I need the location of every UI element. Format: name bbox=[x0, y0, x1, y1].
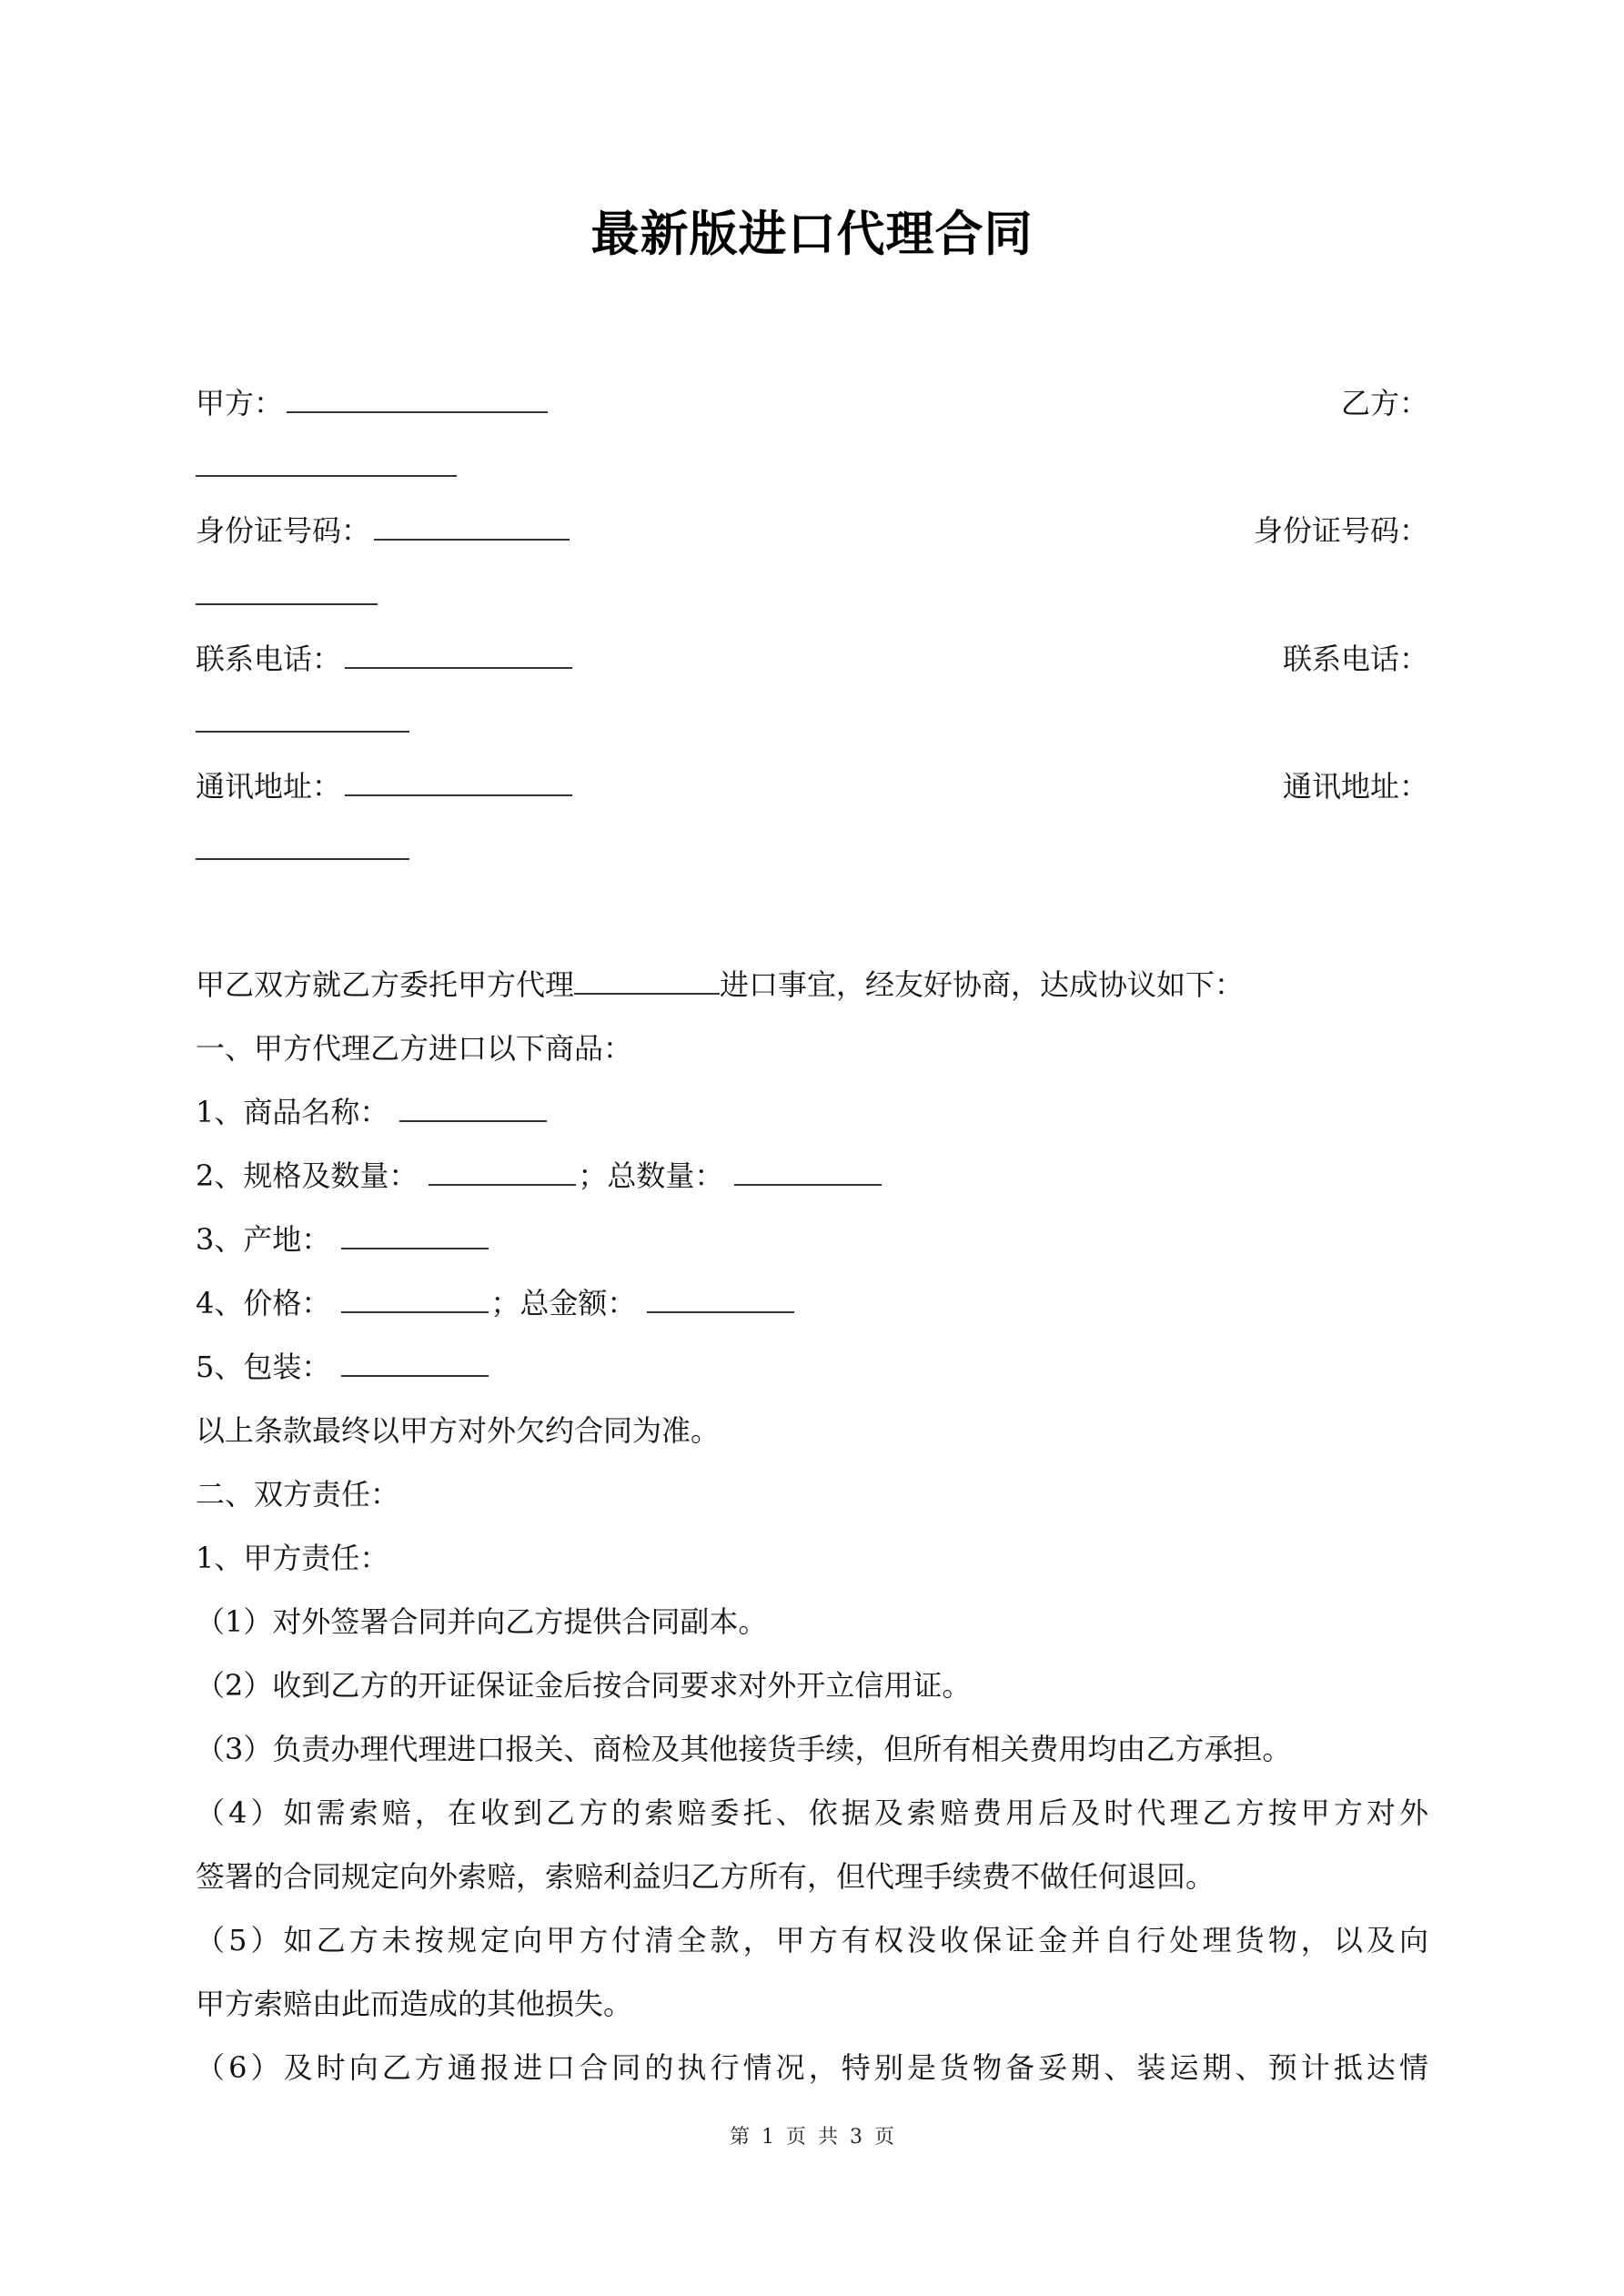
phone-b-row bbox=[196, 703, 1428, 743]
item-label: 2、规格及数量： bbox=[196, 1158, 419, 1193]
spec-quantity-blank[interactable] bbox=[429, 1157, 576, 1186]
party-b-label: 乙方： bbox=[1340, 386, 1428, 420]
section1-heading: 一、甲方代理乙方进口以下商品： bbox=[196, 1031, 633, 1066]
intro-prefix: 甲乙双方就乙方委托甲方代理 bbox=[196, 967, 575, 1002]
item-label-2: 总金额： bbox=[519, 1286, 637, 1320]
address-a-field bbox=[196, 766, 574, 806]
item-spec-quantity bbox=[196, 1156, 1428, 1196]
section2-heading: 二、双方责任： bbox=[196, 1477, 400, 1512]
phone-a-blank[interactable] bbox=[345, 640, 572, 669]
address-row bbox=[196, 766, 1428, 806]
price-blank[interactable] bbox=[341, 1284, 489, 1313]
id-b-label: 身份证号码： bbox=[1253, 513, 1428, 548]
item-origin bbox=[196, 1219, 1428, 1259]
id-b-row bbox=[196, 575, 1428, 615]
party-b-blank[interactable] bbox=[196, 448, 457, 477]
section1-note: 以上条款最终以甲方对外欠约合同为准。 bbox=[196, 1413, 721, 1448]
party-a-field bbox=[196, 383, 550, 423]
id-a-label: 身份证号码： bbox=[196, 513, 371, 548]
party-row bbox=[196, 383, 1428, 423]
item-label: 1、商品名称： bbox=[196, 1095, 389, 1129]
party-a-label: 甲方： bbox=[196, 386, 284, 420]
total-quantity-blank[interactable] bbox=[734, 1157, 882, 1186]
phone-b-blank[interactable] bbox=[196, 703, 409, 733]
clause-1: （1）对外签署合同并向乙方提供合同副本。 bbox=[196, 1604, 768, 1639]
address-b-blank[interactable] bbox=[196, 831, 409, 860]
goods-name-blank[interactable] bbox=[399, 1093, 547, 1122]
item-separator: ； bbox=[578, 1158, 608, 1193]
item-label-2: 总数量： bbox=[607, 1158, 724, 1193]
page-number: 第 1 页 共 3 页 bbox=[730, 2126, 894, 2149]
party-a-blank[interactable] bbox=[287, 384, 548, 413]
clause-4-line-2: 签署的合同规定向外索赔，索赔利益归乙方所有，但代理手续费不做任何退回。 bbox=[196, 1859, 1215, 1894]
document-title: 最新版进口代理合同 bbox=[590, 207, 1034, 262]
item-goods-name bbox=[196, 1092, 1428, 1132]
clause-5-line-2: 甲方索赔由此而造成的其他损失。 bbox=[196, 1987, 633, 2021]
id-a-field bbox=[196, 511, 571, 551]
address-b-row bbox=[196, 830, 1428, 870]
phone-row bbox=[196, 639, 1428, 679]
item-packaging bbox=[196, 1347, 1428, 1387]
party-a-duties-heading: 1、甲方责任： bbox=[196, 1541, 389, 1575]
item-label: 4、价格： bbox=[196, 1286, 331, 1320]
item-price bbox=[196, 1283, 1428, 1323]
origin-blank[interactable] bbox=[341, 1220, 489, 1249]
address-b-label: 通讯地址： bbox=[1282, 769, 1428, 804]
party-b-row bbox=[196, 447, 1428, 487]
address-a-blank[interactable] bbox=[345, 767, 572, 796]
item-label: 5、包装： bbox=[196, 1350, 331, 1384]
clause-6-line-1: （6）及时向乙方通报进口合同的执行情况，特别是货物备妥期、装运期、预计抵达情 bbox=[196, 2050, 1428, 2085]
phone-a-label: 联系电话： bbox=[196, 642, 342, 676]
item-separator: ； bbox=[490, 1286, 520, 1320]
clause-2: （2）收到乙方的开证保证金后按合同要求对外开立信用证。 bbox=[196, 1668, 972, 1703]
address-a-label: 通讯地址： bbox=[196, 769, 342, 804]
packaging-blank[interactable] bbox=[341, 1348, 489, 1377]
clause-5-line-1: （5）如乙方未按规定向甲方付清全款，甲方有权没收保证金并自行处理货物，以及向 bbox=[196, 1923, 1428, 1957]
id-row bbox=[196, 511, 1428, 551]
phone-b-label: 联系电话： bbox=[1282, 642, 1428, 676]
clause-4-line-1: （4）如需索赔，在收到乙方的索赔委托、依据及索赔费用后及时代理乙方按甲方对外 bbox=[196, 1795, 1428, 1830]
id-a-blank[interactable] bbox=[374, 511, 570, 541]
phone-a-field bbox=[196, 639, 574, 679]
id-b-blank[interactable] bbox=[196, 576, 378, 605]
clause-3: （3）负责办理代理进口报关、商检及其他接货手续，但所有相关费用均由乙方承担。 bbox=[196, 1732, 1292, 1766]
total-amount-blank[interactable] bbox=[647, 1284, 794, 1313]
intro-paragraph bbox=[196, 965, 1428, 1005]
intro-suffix: 进口事宜，经友好协商，达成协议如下： bbox=[720, 967, 1245, 1002]
item-label: 3、产地： bbox=[196, 1222, 331, 1257]
intro-blank[interactable] bbox=[574, 966, 720, 995]
